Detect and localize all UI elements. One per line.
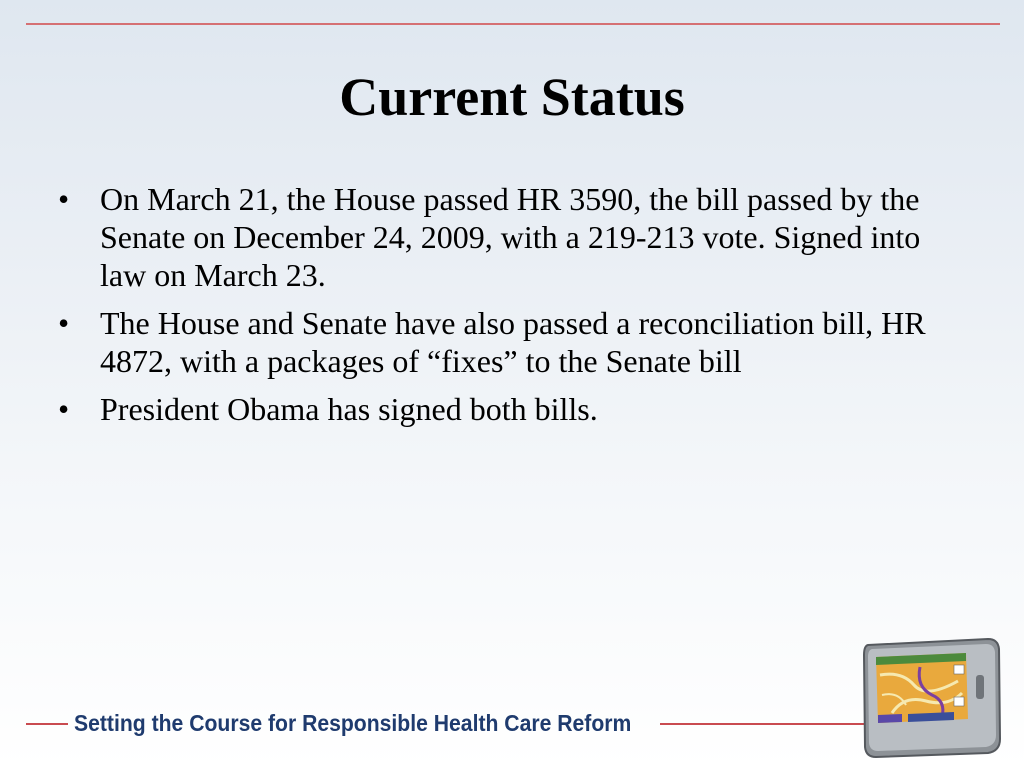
bullet-text: The House and Senate have also passed a reconciliation bill, HR 4872, with a packages of “fixes” to the Senate bill <box>100 305 926 379</box>
bullet-marker: • <box>58 391 70 427</box>
footer-divider-left <box>26 723 68 725</box>
bullet-marker: • <box>58 181 70 217</box>
bullet-marker: • <box>58 305 70 341</box>
bullet-list <box>58 180 958 438</box>
bullet-item <box>58 180 930 294</box>
bullet-text: President Obama has signed both bills. <box>100 391 598 427</box>
footer-divider-right <box>660 723 870 725</box>
bullet-item <box>58 390 930 428</box>
footer-tagline: Setting the Course for Responsible Health Care Reform <box>74 710 632 736</box>
gps-navigator-icon <box>862 635 1002 759</box>
top-divider <box>26 23 1000 25</box>
bullet-text: On March 21, the House passed HR 3590, the bill passed by the Senate on December 24, 2009, with a 219-213 vote. Signed into law on March 23. <box>100 181 921 293</box>
bullet-item <box>58 304 930 380</box>
slide-title: Current Status <box>339 67 685 127</box>
